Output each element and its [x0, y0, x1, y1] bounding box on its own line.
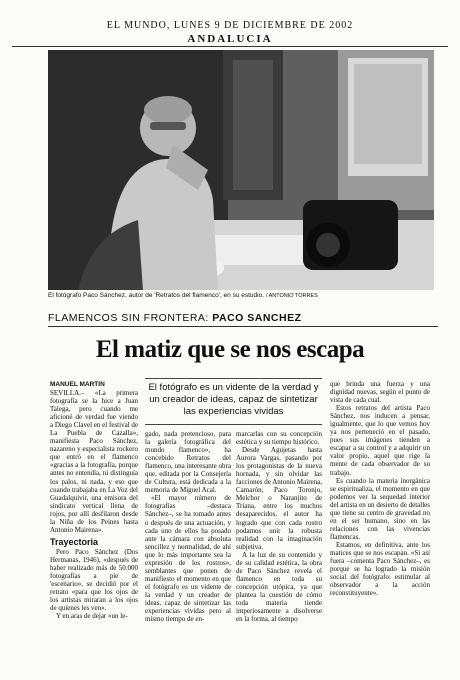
pullquote: El fotógrafo es un vidente de la verdad y un creador de ideas, capaz de sintetizar las experiencias vividas — [148, 382, 319, 417]
headline: El matiz que se nos escapa — [95, 336, 365, 363]
subhead-trayectoria: Trayectoria — [50, 536, 99, 547]
col3-p3: A la luz de su contenido y de su calidad estética, la obra de Paco Sánchez revela el flamenco en toda su concepción utópica, ya que plantea la cuestión de cómo toda materia tiende imperiosamente a disolverse en la forma, al tiempo — [236, 550, 322, 624]
col4-p1: que brinda una fuerza y una dignidad nuevas, según el punto de vista de cada cual. — [330, 380, 430, 405]
col4-p2: Estos retratos del artista Paco Sánchez, nos inducen a pensar, igualmente, que lo que vemos hoy ya nos perteneció en el pasado, pues sus imágenes tienden a escapar a su control y a adquirir un valor propio, aquel que rige la mente de cada observador de su trabajo. — [330, 404, 430, 477]
kicker-rule — [48, 326, 438, 327]
photo-illustration — [48, 50, 434, 290]
column-1 — [50, 380, 138, 620]
pullquote-rule-bottom — [145, 424, 322, 425]
col1-p2: Pero Paco Sánchez (Dos Hermanas, 1946), «después de haber realizado más de 50.000 fotografías a pie de 'escenario», se decidió por el retrato «para que los ojos de los artistas miraran a los ojos de quienes les ven». — [50, 547, 138, 613]
dateline: EL MUNDO, LUNES 9 DE DICIEMBRE DE 2002 — [106, 20, 354, 31]
pullquote-rule-top — [145, 378, 322, 379]
column-3 — [236, 430, 322, 623]
col2-p2: «El mayor número de fotografías –destaca Sánchez–, se ha tomado antes o después de una actuación, y cada uno de ellos ha posado ante la cámara con absoluta sencillez y normalidad, de ahí que lo más importante sea la expresión de los rostros», semblantes que ponen de manifiesto el momento en que el fotógrafo es un vidente de la verdad y un creador de ideas, capaz de sintetizar las experiencias vividas pero al mismo tiempo de en- — [145, 494, 231, 624]
col3-p2: Desde Agujetas hasta Aurora Vargas, pasando por los protagonistas de la nueva hornada, y sin olvidar las facciones de Antonio Mairena, Camarón, Paco Toronjo, Melchor o Naranjito de Triana, entre los muchos desaparecidos, el autor ha logrado que con cada rostro podamos unir la robusta realidad con la imaginación subjetiva. — [236, 446, 322, 551]
col2-p1: gado, nada pretencioso, para la galería fotográfica del mundo flamenco», ha concebido Retratos del flamenco, una interesante obra que, editada por la Consejería de Cultura, está dedicada a la memoria de Miguel Acal. — [145, 430, 231, 495]
column-4 — [330, 380, 430, 597]
caption-text: El fotógrafo Paco Sánchez, autor de 'Retratos del flamenco', en su estudio. — [48, 292, 265, 299]
photo-credit: / ANTONIO TORRES — [265, 293, 318, 299]
col1-lead: SEVILLA.– «La primera fotografía se la hice a Juan Talega, pero cuando me aficioné de verdad fue viendo a Diego Clavel en el festival de La Puebla de Cazalla», manifiesta Paco Sánchez, nazareno y especialista rockero que entró en el flamenco «gracias a la fotografía, porque antes no entendía, ni distinguía los palos, ni nada, y eso que cuando trabajaba en La Voz del Guadalquivir, una emisora del sindicato vertical llena de rojos, por allí desfilaron desde la Niña de los Peines hasta Antonio Mairena». — [50, 389, 138, 534]
col4-p4: Estamos, en definitiva, ante los matices que se nos escapan. «Si así fuera –comenta Paco Sánchez–, es porque se ha logrado la misión social del fotógrafo: estimular al observador a la acción reconstituyente». — [330, 540, 430, 598]
byline: MANUEL MARTIN — [50, 381, 105, 388]
section-title: ANDALUCIA — [187, 33, 273, 45]
header-rule — [12, 46, 448, 47]
col1-p3: Y en aras de dejar «un le- — [56, 612, 128, 621]
kicker — [48, 312, 438, 324]
kicker-lead: FLAMENCOS SIN FRONTERA: — [48, 312, 209, 324]
photo-studio — [48, 50, 434, 290]
photo-caption — [48, 292, 438, 299]
col3-p1: marcarlas con su concepción estética y su tiempo histórico. — [236, 430, 322, 447]
column-2 — [145, 430, 231, 623]
kicker-name: PACO SANCHEZ — [212, 312, 302, 324]
col4-p3: Es cuando la materia inorgánica se espiritualiza, el momento en que podemos ver la sequedad interior del artista en un desierto de detalles que tiene su centro de gravedad no en el ser humano, sino en las relaciones con las vivencias flamencas. — [330, 476, 430, 541]
